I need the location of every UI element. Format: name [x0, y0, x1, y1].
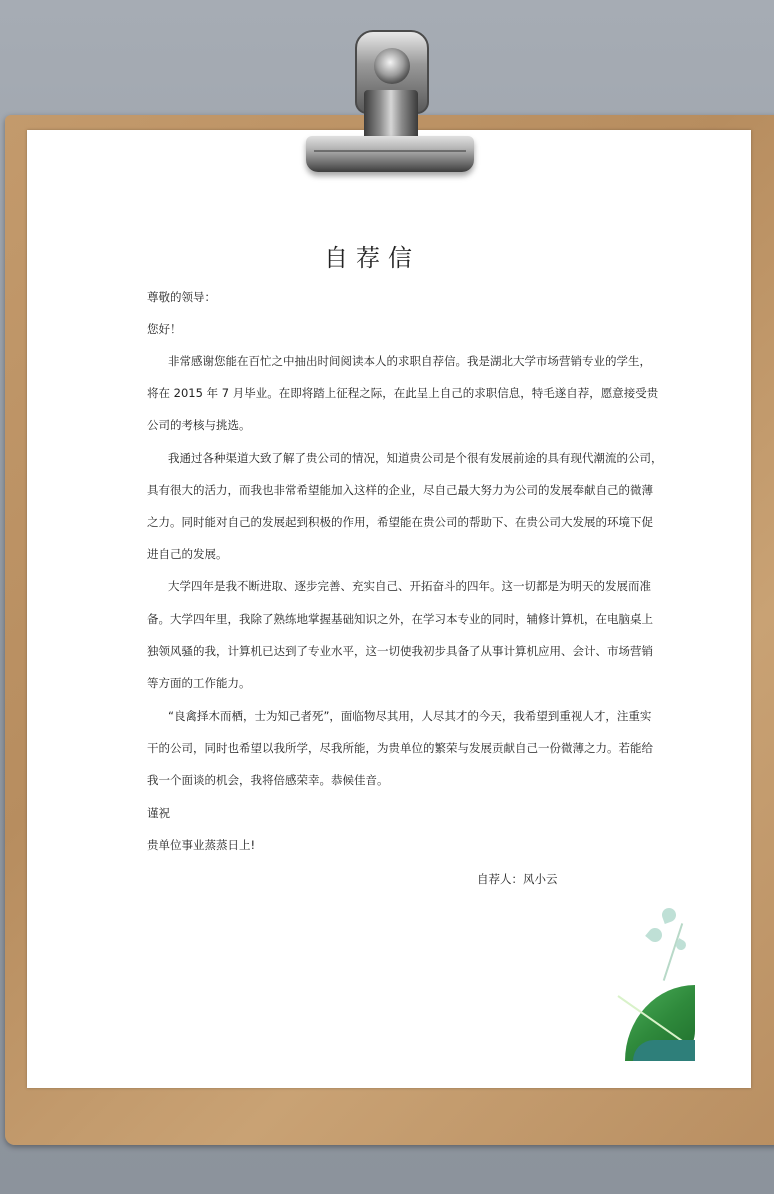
paragraph-line: 具有很大的活力，而我也非常希望能加入这样的企业，尽自己最大努力为公司的发展奉献自己的微薄: [147, 483, 653, 497]
letter-paper: [27, 130, 751, 1088]
signature: 自荐人：风小云: [477, 872, 558, 886]
leaf-icon: [633, 1040, 695, 1061]
paragraph-line: 公司的考核与挑选。: [147, 418, 251, 432]
paragraph-line: 独领风骚的我，计算机已达到了专业水平，这一切使我初步具备了从事计算机应用、会计、市场营销: [147, 644, 653, 658]
paragraph-line: 进自己的发展。: [147, 547, 228, 561]
paragraph-line: 大学四年是我不断进取、逐步完善、充实自己、开拓奋斗的四年。这一切都是为明天的发展而准: [168, 579, 651, 593]
paragraph-line: 将在 2015 年 7 月毕业。在即将踏上征程之际，在此呈上自己的求职信息，特毛遂自荐，愿意接受贵: [147, 386, 659, 400]
greeting: 您好！: [147, 322, 182, 336]
clip-jaw-edge: [314, 150, 466, 152]
paragraph-line: 备。大学四年里，我除了熟练地掌握基础知识之外，在学习本专业的同时，辅修计算机，在电脑桌上: [147, 612, 653, 626]
clip-rivet-icon: [374, 48, 410, 84]
letter-title: 自荐信: [324, 244, 420, 272]
paragraph-line: 之力。同时能对自己的发展起到积极的作用，希望能在贵公司的帮助下、在贵公司大发展的环境下促: [147, 515, 653, 529]
clip-neck: [364, 90, 418, 142]
paragraph-line: 等方面的工作能力。: [147, 676, 251, 690]
salutation: 尊敬的领导：: [147, 290, 216, 304]
paragraph-line: “良禽择木而栖，士为知己者死”，面临物尽其用，人尽其才的今天，我希望到重视人才，注重实: [168, 709, 652, 723]
clip-jaw: [306, 136, 474, 172]
paragraph-line: 非常感谢您能在百忙之中抽出时间阅读本人的求职自荐信。我是湖北大学市场营销专业的学生，: [168, 354, 651, 368]
paragraph-line: 干的公司，同时也希望以我所学，尽我所能，为贵单位的繁荣与发展贡献自己一份微薄之力。若能给: [147, 741, 653, 755]
paragraph-line: 我一个面谈的机会，我将倍感荣幸。恭候佳音。: [147, 773, 389, 787]
closing: 谨祝: [147, 806, 170, 820]
wish: 贵单位事业蒸蒸日上!: [147, 838, 256, 852]
paragraph-line: 我通过各种渠道大致了解了贵公司的情况，知道贵公司是个很有发展前途的具有现代潮流的公司，: [168, 451, 663, 465]
